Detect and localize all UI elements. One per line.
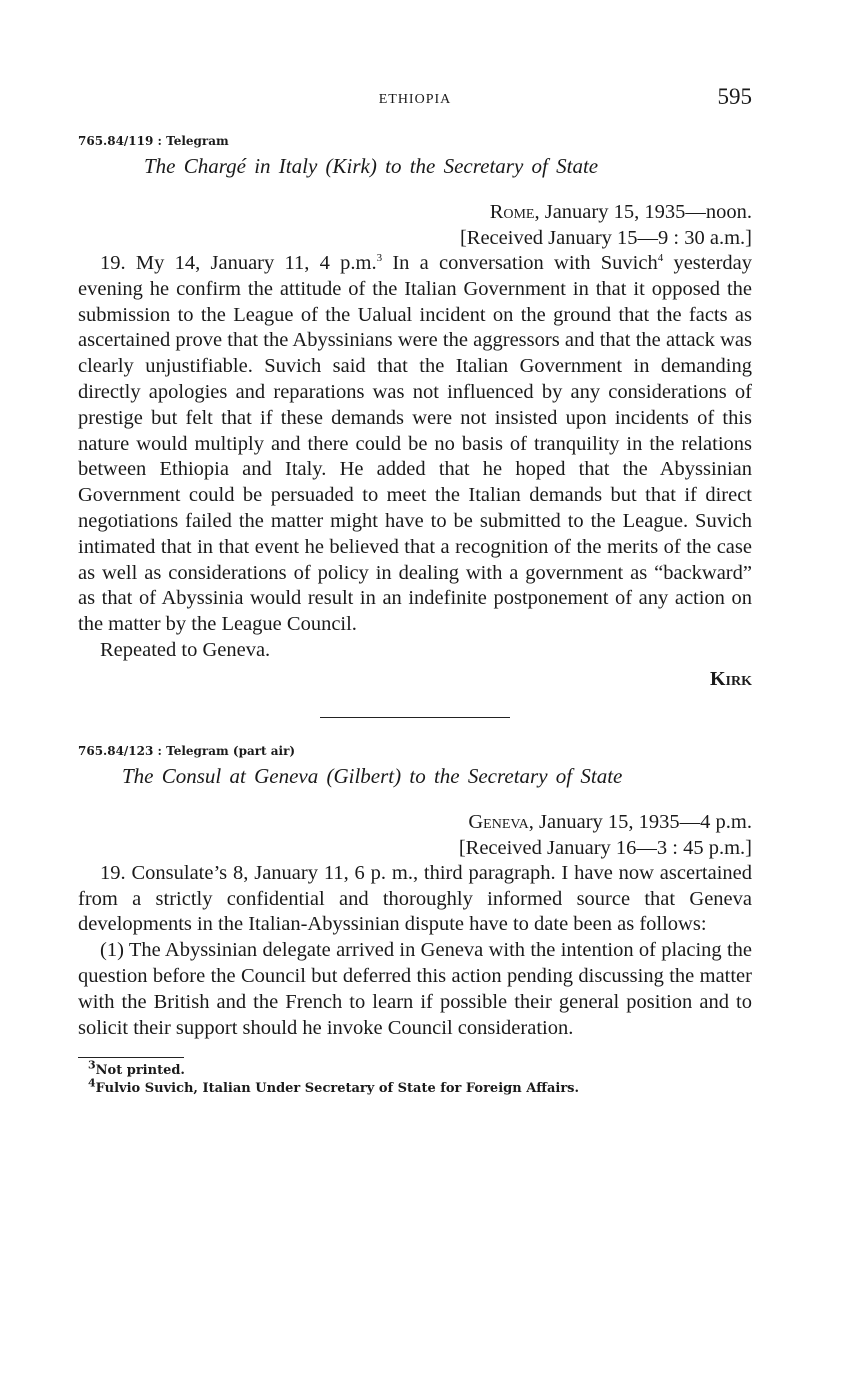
doc1-paragraph-1 [78,251,752,638]
doc2-received: [Received January 16—3 : 45 p.m.] [458,836,752,859]
footnote-4 [78,1077,752,1098]
doc1-dateline [78,199,752,225]
doc1-received: [Received January 15—9 : 30 a.m.] [459,227,752,249]
page [78,84,752,1098]
footnote-3-text: Not printed. [95,1063,185,1079]
footnote-ref-4: 4 [657,252,664,265]
doc2-paragraph-1: 19. Consulate’s 8, January 11, 6 p. m., third paragraph. I have now ascertained from a strictly confidential and thoroughly informed source that Geneva developments in the Italian-Abyssinian dispute have to date been as follows: [78,861,752,936]
doc2-dateline [78,809,752,835]
section-divider [320,717,510,718]
doc2-place: Geneva [468,810,529,833]
doc1-heading: The Chargé in Italy (Kirk) to the Secretary of State [144,154,599,178]
running-title: ETHIOPIA [378,92,452,107]
running-head [78,84,752,118]
doc2-file-reference: 765.84/123 : Telegram (part air) [78,743,296,758]
doc1-date: , January 15, 1935—noon. [534,201,752,223]
doc1-paragraph-2: Repeated to Geneva. [100,638,271,661]
footnote-3-mark: 3 [88,1059,96,1072]
doc1-para1-lead: 19. My 14, January 11, 4 p.m. [100,252,377,274]
footnote-4-text: Fulvio Suvich, Italian Under Secretary of State for Foreign Affairs. [95,1081,580,1097]
doc1-place: Rome [489,201,535,223]
doc1-file-reference: 765.84/119 : Telegram [78,134,229,148]
doc2-date: , January 15, 1935—4 p.m. [528,810,752,833]
footnote-ref-3: 3 [376,252,383,265]
footnote-4-mark: 4 [88,1077,96,1090]
doc2-heading: The Consul at Geneva (Gilbert) to the Secretary of State [122,763,623,788]
page-number: 595 [717,84,752,109]
footnote-3 [78,1059,752,1080]
doc1-signature: Kirk [709,667,752,690]
doc1-para1-mid: In a conversation with Suvich [382,252,658,274]
doc1-para1-rest: yesterday evening he confirm the attitude of the Italian Government in that it opposed the submission to the League of the Ualual incident on the ground that the facts as ascertained prove that the Abyssinians were the aggressors and that the attack was clearly unjustifiable. Suvich said that the Italian Government in demanding directly apologies and reparations was not influenced by any considerations of prestige but felt that if these demands were not insisted upon incidents of this nature would multiply and there could be no basis of tranquility in the relations between Ethiopia and Italy. He added that he hoped that the Abyssinian Government could be persuaded to meet the Italian demands but that if direct negotiations failed the matter might have to be submitted to the League. Suvich intimated that in that event he believed that a recognition of the merits of the case as well as considerations of policy in dealing with a government as “backward” as that of Abyssinia would result in an indefinite postponement of any action on the matter by the League Council. [78,252,753,636]
doc2-paragraph-2: (1) The Abyssinian delegate arrived in Geneva with the intention of placing the question before the Council but deferred this action pending discussing the matter with the British and the French to learn if possible their general position and to solicit their support should he invoke Council consideration. [78,939,752,1039]
